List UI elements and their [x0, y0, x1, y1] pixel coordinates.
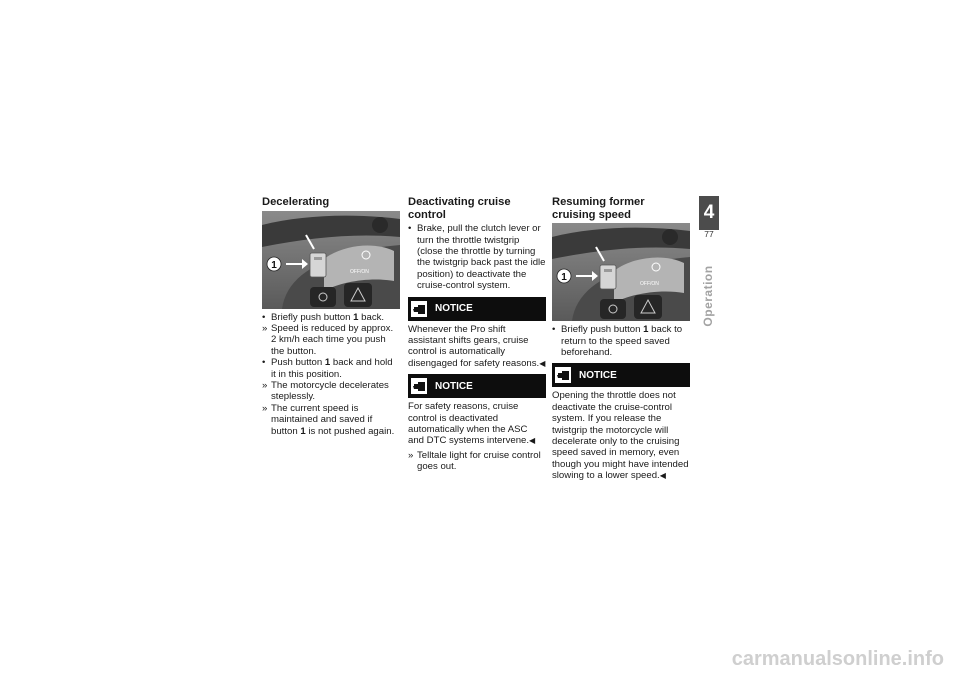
- section-heading: Deactivating cruise control: [408, 196, 511, 221]
- svg-text:1: 1: [561, 272, 567, 284]
- notice-text: Opening the throttle does not deactivate the cruise-control system. If you release the twistgrip the motorcycle will decelerate only to the cruising speed saved in memory, even though you might have intended slowing to a lower speed.◀: [552, 390, 689, 482]
- chapter-number: 4: [703, 202, 715, 223]
- end-mark: ◀: [659, 471, 666, 481]
- notice-label: NOTICE: [435, 380, 473, 392]
- hand-book-icon: [411, 301, 427, 317]
- step-list: [262, 312, 400, 437]
- handlebar-switch-figure: [262, 211, 400, 309]
- step-action: • Push button 1 back and hold it in this position.: [262, 357, 400, 380]
- step-action: • Brake, pull the clutch lever or turn the throttle twistgrip (close the throttle by turning the twistgrip back past the idle position) to deactivate the cruise-control system.: [408, 223, 546, 291]
- svg-text:OFF/ON: OFF/ON: [640, 281, 659, 288]
- step-result: » Speed is reduced by approx. 2 km/h each time you push the button.: [262, 323, 400, 357]
- callout-ref: 1: [353, 311, 359, 323]
- svg-text:1: 1: [271, 259, 277, 271]
- watermark: carmanualsonline.info: [731, 648, 944, 670]
- notice-banner: [408, 374, 546, 398]
- step-result: » The current speed is maintained and saved if button 1 is not pushed again.: [262, 403, 400, 437]
- section-decelerating: [262, 196, 400, 437]
- step-list: [408, 450, 546, 473]
- hand-book-icon: [411, 378, 427, 394]
- step-list: [552, 324, 690, 358]
- chapter-sidebar: [688, 254, 728, 338]
- callout-ref: 1: [324, 357, 331, 369]
- hand-book-icon: [555, 367, 571, 383]
- notice-label: NOTICE: [435, 302, 473, 314]
- step-result: » Telltale light for cruise control goes out.: [408, 450, 546, 473]
- notice-banner: [408, 297, 546, 321]
- chapter-tab: [699, 196, 719, 230]
- notice-text: Whenever the Pro shift assistant shifts gears, cruise control is automatically disengaged for safety reasons.◀: [408, 323, 546, 369]
- end-mark: ◀: [529, 436, 536, 446]
- handlebar-switch-figure: [552, 223, 690, 321]
- section-heading: Resuming former cruising speed: [552, 196, 645, 221]
- page-number: 77: [704, 229, 714, 239]
- notice-text: For safety reasons, cruise control is deactivated automatically when the ASC and DTC systems intervene.◀: [408, 401, 536, 447]
- section-resuming-speed: [552, 196, 690, 485]
- callout-ref: 1: [643, 324, 649, 336]
- notice-label: NOTICE: [579, 369, 617, 381]
- step-result: » The motorcycle decelerates steplessly.: [262, 380, 400, 403]
- section-heading: Decelerating: [262, 196, 330, 208]
- section-deactivating-cruise-control: [408, 196, 546, 473]
- step-list: [408, 223, 546, 291]
- notice-banner: [552, 363, 690, 387]
- end-mark: ◀: [539, 358, 546, 368]
- chapter-title: Operation: [701, 265, 715, 327]
- step-action: • Briefly push button 1 back to return to the speed saved beforehand.: [552, 324, 690, 358]
- step-action: • Briefly push button 1 back.: [262, 312, 400, 323]
- svg-text:OFF/ON: OFF/ON: [350, 268, 369, 275]
- callout-ref: 1: [300, 425, 306, 437]
